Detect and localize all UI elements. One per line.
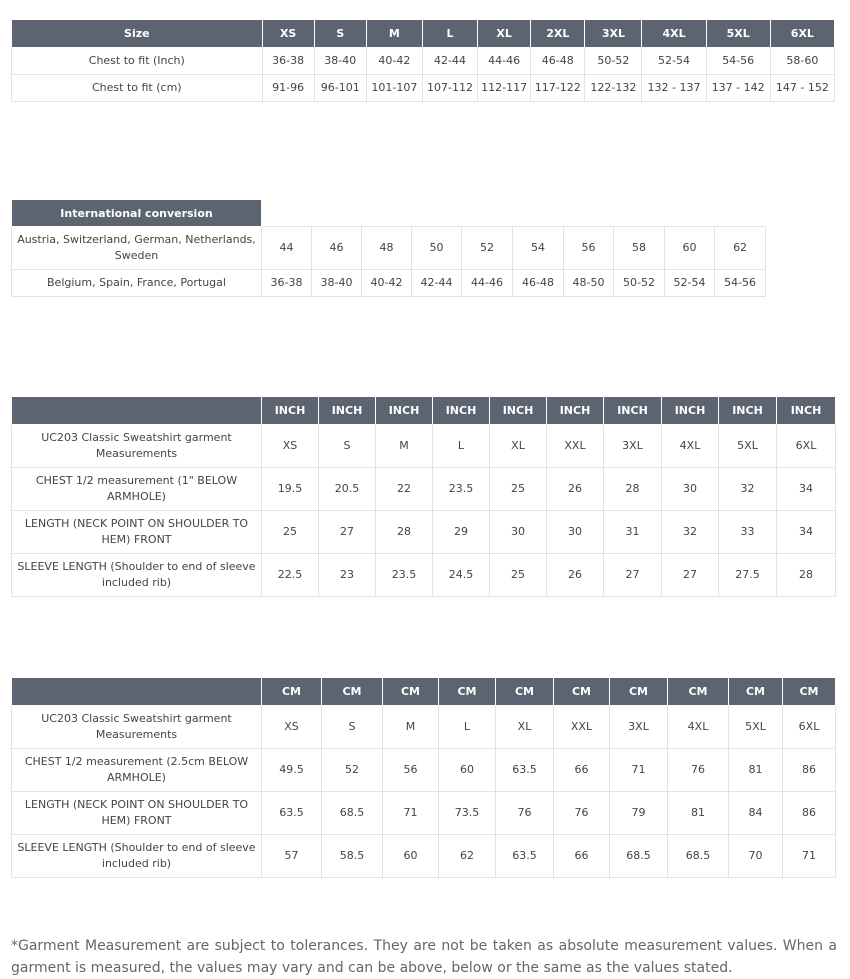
table-cell: 101-107	[366, 75, 422, 102]
header-cell: 5XL	[706, 20, 770, 48]
header-cell	[12, 397, 262, 425]
table-row	[12, 227, 766, 270]
table-cell: 62	[439, 835, 496, 878]
table-cell: 58.5	[322, 835, 383, 878]
table-cell: 23.5	[433, 468, 490, 511]
table-cell: 76	[668, 749, 729, 792]
table-cell: 40-42	[366, 48, 422, 75]
table-cell: 44-46	[478, 48, 531, 75]
header-cell: CM	[322, 678, 383, 706]
table-cell: S	[322, 706, 383, 749]
row-label: Austria, Switzerland, German, Netherlands, Sweden	[12, 227, 262, 270]
row-label: SLEEVE LENGTH (Shoulder to end of sleeve included rib)	[12, 554, 262, 597]
header-cell: INCH	[319, 397, 376, 425]
header-cell: CM	[729, 678, 783, 706]
table-cell: 52-54	[642, 48, 706, 75]
table-cell: 81	[668, 792, 729, 835]
table-cell: 54-56	[706, 48, 770, 75]
row-label: CHEST 1/2 measurement (1" BELOW ARMHOLE)	[12, 468, 262, 511]
table-cell: 42-44	[422, 48, 477, 75]
table-cell: 54	[513, 227, 564, 270]
header-cell: INCH	[376, 397, 433, 425]
table-cell: 22	[376, 468, 433, 511]
row-label: SLEEVE LENGTH (Shoulder to end of sleeve included rib)	[12, 835, 262, 878]
table-cell: 48	[362, 227, 412, 270]
table-cell: 6XL	[777, 425, 836, 468]
table-cell: 23.5	[376, 554, 433, 597]
table-cell: 38-40	[312, 270, 362, 297]
header-cell: 2XL	[531, 20, 585, 48]
table-cell: 4XL	[668, 706, 729, 749]
table-cell: 5XL	[729, 706, 783, 749]
table-cell: 28	[777, 554, 836, 597]
inch-measurements-table	[11, 396, 836, 597]
table-row	[12, 835, 836, 878]
table-cell: 63.5	[262, 792, 322, 835]
header-cell: INCH	[604, 397, 662, 425]
header-cell: CM	[496, 678, 554, 706]
table-cell: 36-38	[262, 48, 314, 75]
table-cell: 96-101	[314, 75, 366, 102]
table-cell: 68.5	[668, 835, 729, 878]
table-cell: 27.5	[719, 554, 777, 597]
table-cell: 27	[604, 554, 662, 597]
table-cell: 6XL	[783, 706, 836, 749]
header-cell: XL	[478, 20, 531, 48]
header-cell	[12, 678, 262, 706]
table-cell: 19.5	[262, 468, 319, 511]
table-cell: 50	[412, 227, 462, 270]
table-cell: 3XL	[610, 706, 668, 749]
table-cell: 91-96	[262, 75, 314, 102]
header-cell: INCH	[547, 397, 604, 425]
table-cell: 22.5	[262, 554, 319, 597]
header-spacer	[262, 200, 766, 227]
table-cell: 117-122	[531, 75, 585, 102]
table-cell: 30	[662, 468, 719, 511]
table-cell: 52	[322, 749, 383, 792]
table-cell: 63.5	[496, 835, 554, 878]
table-cell: 25	[262, 511, 319, 554]
table-row	[12, 511, 836, 554]
table-cell: XXL	[547, 425, 604, 468]
measurement-tolerance-note: *Garment Measurement are subject to tolerances. They are not be taken as absolute measurement values. When a garment is measured, the values may vary and can be above, below or the same as the values stated.	[11, 938, 837, 976]
table-cell: 3XL	[604, 425, 662, 468]
table-cell: S	[319, 425, 376, 468]
table-cell: 28	[376, 511, 433, 554]
table-cell: 24.5	[433, 554, 490, 597]
header-cell: INCH	[719, 397, 777, 425]
table-cell: 25	[490, 554, 547, 597]
row-label: Chest to fit (Inch)	[12, 48, 263, 75]
table-cell: 68.5	[322, 792, 383, 835]
table-cell: M	[383, 706, 439, 749]
table-cell: 112-117	[478, 75, 531, 102]
cm-header-row	[12, 678, 836, 706]
table-cell: 28	[604, 468, 662, 511]
table-cell: 86	[783, 792, 836, 835]
table-cell: 26	[547, 468, 604, 511]
table-cell: 107-112	[422, 75, 477, 102]
table-cell: XS	[262, 706, 322, 749]
table-cell: M	[376, 425, 433, 468]
table-cell: 122-132	[585, 75, 642, 102]
row-label: LENGTH (NECK POINT ON SHOULDER TO HEM) FRONT	[12, 511, 262, 554]
table-cell: 76	[496, 792, 554, 835]
table-cell: 68.5	[610, 835, 668, 878]
table-cell: 56	[383, 749, 439, 792]
table-row	[12, 468, 836, 511]
table-cell: 32	[662, 511, 719, 554]
table-cell: 46-48	[531, 48, 585, 75]
international-conversion-table	[11, 199, 766, 297]
table-cell: 34	[777, 511, 836, 554]
table-cell: L	[433, 425, 490, 468]
row-label: UC203 Classic Sweatshirt garment Measurements	[12, 706, 262, 749]
row-label: LENGTH (NECK POINT ON SHOULDER TO HEM) FRONT	[12, 792, 262, 835]
table-cell: 57	[262, 835, 322, 878]
header-cell: L	[422, 20, 477, 48]
table-cell: 66	[554, 835, 610, 878]
table-cell: 29	[433, 511, 490, 554]
header-cell: 6XL	[770, 20, 834, 48]
row-label: Belgium, Spain, France, Portugal	[12, 270, 262, 297]
table-row	[12, 270, 766, 297]
table-cell: 34	[777, 468, 836, 511]
header-cell: 4XL	[642, 20, 706, 48]
conversion-title: International conversion	[12, 200, 262, 227]
table-cell: 42-44	[412, 270, 462, 297]
table-row	[12, 792, 836, 835]
table-cell: 73.5	[439, 792, 496, 835]
header-cell: CM	[439, 678, 496, 706]
table-cell: 30	[547, 511, 604, 554]
table-cell: 30	[490, 511, 547, 554]
table-cell: 33	[719, 511, 777, 554]
cm-measurements-table	[11, 677, 836, 878]
header-cell: INCH	[777, 397, 836, 425]
table-cell: 49.5	[262, 749, 322, 792]
table-row	[12, 706, 836, 749]
table-cell: 86	[783, 749, 836, 792]
header-cell: CM	[783, 678, 836, 706]
row-label: CHEST 1/2 measurement (2.5cm BELOW ARMHOLE)	[12, 749, 262, 792]
table-cell: 23	[319, 554, 376, 597]
header-cell: CM	[668, 678, 729, 706]
header-cell: INCH	[262, 397, 319, 425]
table-cell: 40-42	[362, 270, 412, 297]
table-row	[12, 48, 835, 75]
table-cell: 44-46	[462, 270, 513, 297]
header-cell: M	[366, 20, 422, 48]
table-cell: 56	[564, 227, 614, 270]
table-cell: 60	[665, 227, 715, 270]
table-cell: 4XL	[662, 425, 719, 468]
table-cell: 137 - 142	[706, 75, 770, 102]
size-chart-header-row	[12, 20, 835, 48]
table-cell: XXL	[554, 706, 610, 749]
header-cell: INCH	[662, 397, 719, 425]
table-cell: L	[439, 706, 496, 749]
table-row	[12, 749, 836, 792]
conversion-header-row	[12, 200, 766, 227]
row-label: Chest to fit (cm)	[12, 75, 263, 102]
table-cell: 20.5	[319, 468, 376, 511]
table-cell: 62	[715, 227, 766, 270]
table-cell: 71	[610, 749, 668, 792]
table-cell: 81	[729, 749, 783, 792]
table-cell: 52	[462, 227, 513, 270]
table-cell: 71	[383, 792, 439, 835]
table-cell: 60	[439, 749, 496, 792]
table-row	[12, 554, 836, 597]
table-cell: 31	[604, 511, 662, 554]
table-cell: 58-60	[770, 48, 834, 75]
table-cell: 70	[729, 835, 783, 878]
table-cell: 84	[729, 792, 783, 835]
header-cell: CM	[262, 678, 322, 706]
table-cell: 58	[614, 227, 665, 270]
table-cell: XL	[496, 706, 554, 749]
table-row	[12, 75, 835, 102]
table-cell: 76	[554, 792, 610, 835]
header-cell: INCH	[433, 397, 490, 425]
table-cell: 60	[383, 835, 439, 878]
table-cell: 5XL	[719, 425, 777, 468]
table-cell: 132 - 137	[642, 75, 706, 102]
table-cell: XL	[490, 425, 547, 468]
table-cell: 36-38	[262, 270, 312, 297]
table-cell: 54-56	[715, 270, 766, 297]
row-label: UC203 Classic Sweatshirt garment Measurements	[12, 425, 262, 468]
table-cell: 25	[490, 468, 547, 511]
table-cell: 26	[547, 554, 604, 597]
header-cell: Size	[12, 20, 263, 48]
header-cell: S	[314, 20, 366, 48]
table-cell: 27	[319, 511, 376, 554]
header-cell: INCH	[490, 397, 547, 425]
table-cell: 48-50	[564, 270, 614, 297]
size-chart-table	[11, 19, 835, 102]
table-cell: 63.5	[496, 749, 554, 792]
table-cell: 46-48	[513, 270, 564, 297]
header-cell: CM	[554, 678, 610, 706]
table-cell: XS	[262, 425, 319, 468]
table-cell: 66	[554, 749, 610, 792]
table-cell: 44	[262, 227, 312, 270]
table-cell: 79	[610, 792, 668, 835]
table-cell: 50-52	[614, 270, 665, 297]
table-cell: 52-54	[665, 270, 715, 297]
header-cell: 3XL	[585, 20, 642, 48]
table-cell: 46	[312, 227, 362, 270]
inch-header-row	[12, 397, 836, 425]
table-cell: 71	[783, 835, 836, 878]
header-cell: XS	[262, 20, 314, 48]
header-cell: CM	[610, 678, 668, 706]
table-cell: 147 - 152	[770, 75, 834, 102]
table-row	[12, 425, 836, 468]
header-cell: CM	[383, 678, 439, 706]
table-cell: 32	[719, 468, 777, 511]
table-cell: 38-40	[314, 48, 366, 75]
table-cell: 27	[662, 554, 719, 597]
table-cell: 50-52	[585, 48, 642, 75]
